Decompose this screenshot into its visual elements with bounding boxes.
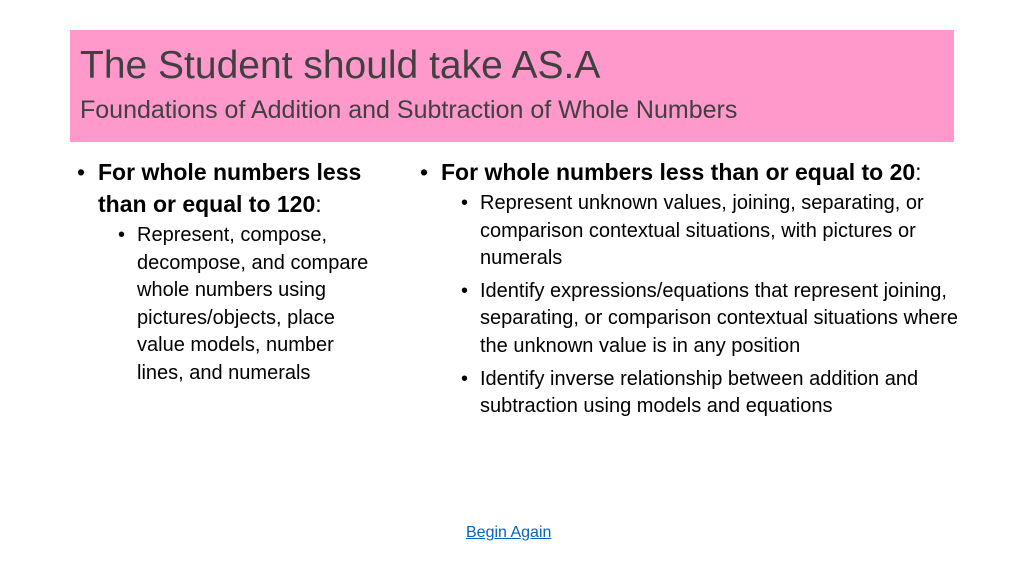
bullet-icon: • [77,159,86,185]
bullet-icon: • [461,192,469,214]
right-heading: For whole numbers less than or equal to 20 [441,159,916,185]
list-item [420,190,960,273]
bullet-icon: • [118,224,126,246]
list-item-text: Identify expressions/equations that represent joining, separating, or comparison contextual situations where the unknown value is in any position [480,279,959,357]
left-heading-item [77,156,377,220]
list-item [420,278,960,361]
bullet-icon: • [420,159,429,185]
begin-again-link[interactable]: Begin Again [466,524,552,541]
list-item-text: Identify inverse relationship between addition and subtraction using models and equations [480,367,919,418]
list-item [77,222,377,388]
left-heading-colon: : [315,191,322,217]
slide-title: The Student should take AS.A [80,44,601,87]
right-sublist [420,190,960,421]
list-item-text: Represent unknown values, joining, separating, or comparison contextual situations, with pictures or numerals [480,192,924,270]
right-heading-colon: : [915,159,922,185]
list-item [420,366,960,421]
left-sublist [77,222,377,388]
list-item-text: Represent, compose, decompose, and compare whole numbers using pictures/objects, place value models, number lines, and numerals [137,224,369,384]
left-column [77,156,377,393]
bullet-icon: • [461,279,469,302]
bullet-icon: • [461,367,469,390]
left-heading: For whole numbers less than or equal to 120 [98,159,362,217]
slide-subtitle: Foundations of Addition and Subtraction of Whole Numbers [80,96,738,124]
right-column [420,156,960,426]
title-banner [70,30,954,142]
right-heading-item [420,156,960,188]
